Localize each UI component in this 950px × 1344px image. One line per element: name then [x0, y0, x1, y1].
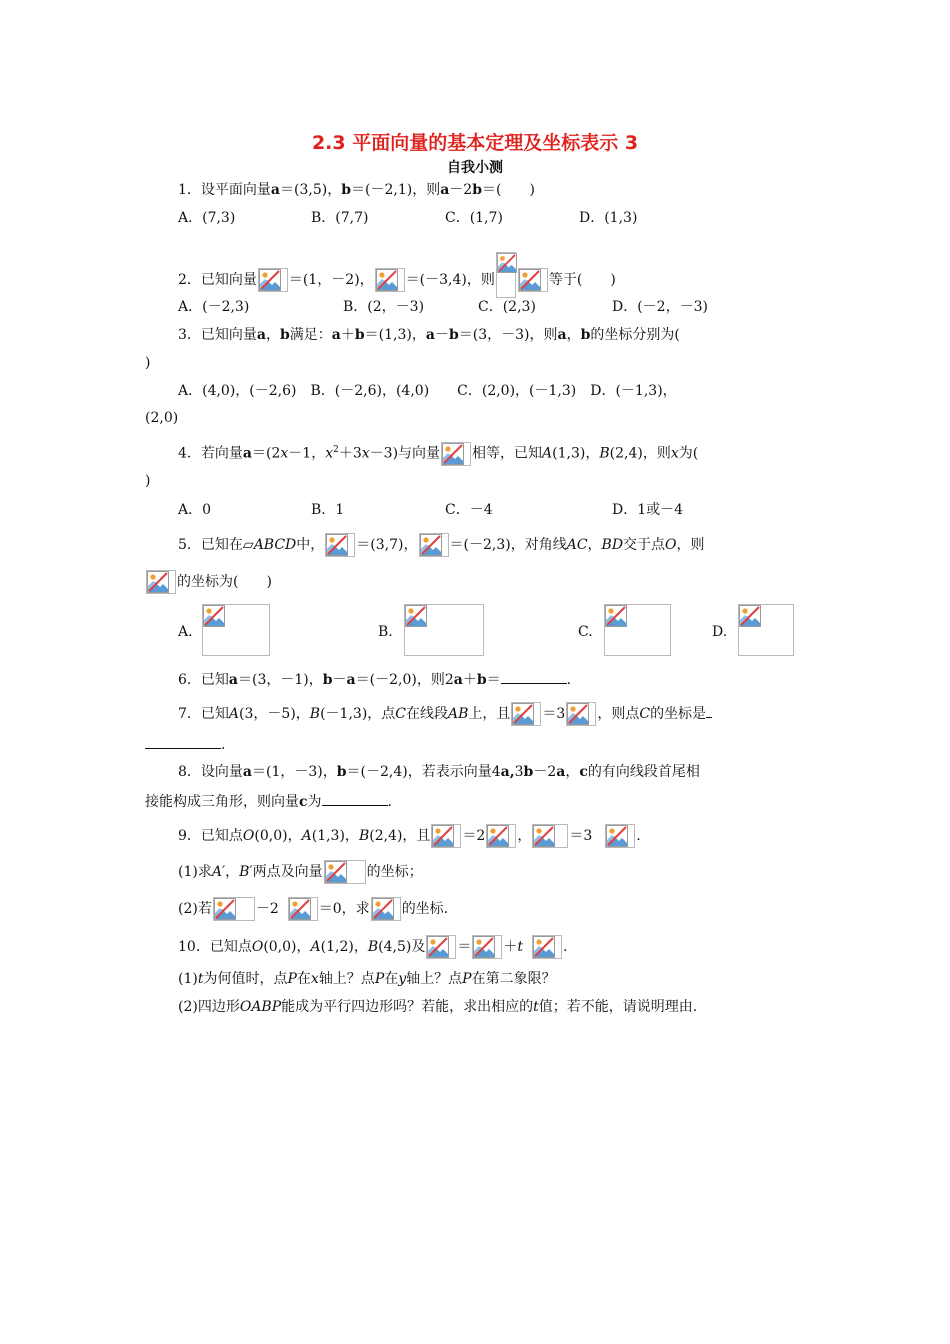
broken-image-icon — [472, 935, 502, 959]
question-5: 5．已知在▱ABCD中， ＝(3,7)， ＝(－2,3)，对角线AC，BD交于点O，则 — [178, 533, 705, 557]
q10-part-2: (2)四边形OABP能成为平行四边形吗？若能，求出相应的t值；若不能，请说明理由. — [178, 999, 698, 1015]
broken-image-icon — [419, 533, 449, 557]
broken-image-icon — [288, 897, 318, 921]
q4-option-a: A．0 — [178, 502, 212, 518]
q5-option-b: B. — [378, 624, 393, 640]
q5-option-a: A. — [178, 624, 193, 640]
q4-line-2: ) — [145, 473, 151, 489]
q1-option-a: A．(7,3) — [178, 210, 236, 226]
page-subtitle: 自我小测 — [447, 160, 503, 176]
q1-option-b: B．(7,7) — [311, 210, 369, 226]
q2-option-c: C．(2,3) — [478, 299, 536, 315]
broken-image-icon — [371, 897, 401, 921]
q4-option-c: C．－4 — [445, 502, 493, 518]
broken-image-icon — [566, 702, 596, 726]
broken-image-icon — [511, 702, 541, 726]
question-6: 6．已知a＝(3，－1)，b－a＝(－2,0)，则2a＋b＝ . — [178, 669, 571, 689]
broken-image-icon — [404, 604, 484, 656]
broken-image-icon — [375, 268, 405, 292]
broken-image-icon — [738, 604, 794, 656]
q1-option-c: C．(1,7) — [445, 210, 503, 226]
question-4: 4．若向量a＝(2x－1，$x^2+3x-3$)与向量 相等，已知A(1,3)，B(2,4)，则x为( — [178, 441, 698, 466]
q10-part-1: (1)t为何值时，点P在x轴上？点P在y轴上？点P在第二象限？ — [178, 971, 556, 987]
q4-option-b: B．1 — [311, 502, 345, 518]
broken-image-icon — [532, 824, 568, 848]
question-7: 7．已知A(3，－5)，B(－1,3)，点C在线段AB上，且 ＝3 ，则点C的坐标是 — [178, 702, 712, 726]
answer-blank — [501, 669, 567, 684]
broken-image-icon — [604, 604, 671, 656]
question-2: 2．已知向量 ＝(1，－2)， ＝(－3,4)，则 等于( ) — [178, 252, 616, 298]
q3-line-2: ) — [145, 355, 151, 371]
page-title: 2.3 平面向量的基本定理及坐标表示 3 — [311, 132, 639, 154]
answer-blank — [145, 734, 221, 749]
broken-image-icon — [518, 268, 548, 292]
q2-option-b: B．(2，－3) — [343, 299, 425, 315]
q5-option-d: D. — [712, 624, 728, 640]
broken-image-icon — [146, 570, 176, 594]
broken-image-icon — [213, 897, 255, 921]
q5-line-2: 的坐标为( ) — [145, 570, 272, 594]
broken-image-icon — [431, 824, 461, 848]
q5-option-c: C. — [578, 624, 593, 640]
broken-image-icon — [325, 533, 355, 557]
q3-line-4: (2,0) — [145, 410, 179, 426]
answer-blank — [322, 791, 388, 806]
broken-image-icon — [486, 824, 516, 848]
question-9: 9．已知点O(0,0)，A(1,3)，B(2,4)，且 ＝2 ， ＝3 . — [178, 824, 641, 848]
broken-image-icon — [324, 860, 366, 884]
question-3: 3．已知向量a，b满足：a＋b＝(1,3)，a－b＝(3，－3)，则a，b的坐标分别为( — [178, 327, 680, 343]
q9-part-2: (2)若 －2 ＝0，求 的坐标. — [178, 897, 448, 921]
q4-option-d: D．1或－4 — [612, 502, 684, 518]
q7-line-2: . — [145, 734, 225, 754]
q1-option-d: D．(1,3) — [579, 210, 638, 226]
broken-image-icon — [441, 442, 471, 466]
q3-options: A．(4,0)，(－2,6) B．(－2,6)，(4,0) C．(2,0)，(－1,3) D．(－1,3)， — [178, 383, 677, 399]
question-10: 10．已知点O(0,0)，A(1,2)，B(4,5)及 ＝ ＋t . — [178, 935, 567, 959]
broken-image-icon — [605, 824, 635, 848]
q8-line-2: 接能构成三角形，则向量c为 . — [145, 791, 392, 811]
question-1: 1．设平面向量a＝(3,5)，b＝(－2,1)，则a－2b＝( ) — [178, 182, 535, 198]
q2-option-d: D．(－2，－3) — [612, 299, 708, 315]
broken-image-icon — [532, 935, 562, 959]
broken-image-icon — [426, 935, 456, 959]
broken-image-icon — [202, 604, 270, 656]
answer-blank — [706, 703, 712, 718]
q9-part-1: (1)求A′，B′两点及向量 的坐标； — [178, 860, 423, 884]
q2-option-a: A．(－2,3) — [178, 299, 250, 315]
broken-image-icon — [496, 252, 516, 298]
question-8: 8．设向量a＝(1，－3)，b＝(－2,4)，若表示向量4a,3b－2a，c的有向线段首尾相 — [178, 764, 700, 780]
broken-image-icon — [258, 268, 288, 292]
